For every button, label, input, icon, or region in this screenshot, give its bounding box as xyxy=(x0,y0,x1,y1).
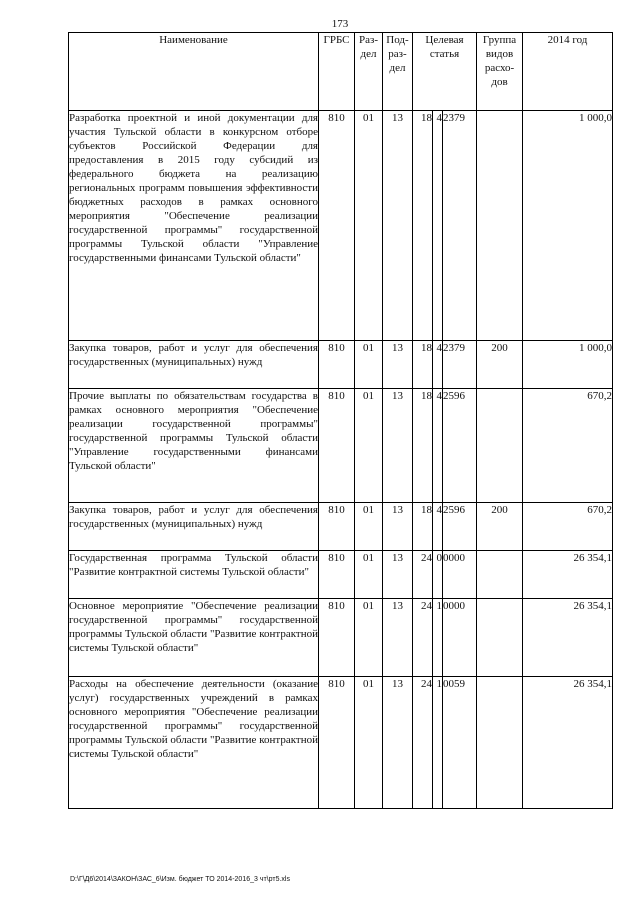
row-target-subprogram: 1 xyxy=(433,677,443,809)
row-expense-group: 200 xyxy=(477,341,523,389)
table-row xyxy=(69,389,613,503)
row-target-subprogram: 1 xyxy=(433,599,443,677)
row-name: Закупка товаров, работ и услуг для обеспечения государственных (муниципальных) нужд xyxy=(69,341,319,389)
row-grbs: 810 xyxy=(319,503,355,551)
page-number: 173 xyxy=(331,18,349,30)
row-expense-group xyxy=(477,389,523,503)
table-row xyxy=(69,551,613,599)
row-amount-2014: 26 354,1 xyxy=(523,551,613,599)
row-razdel: 01 xyxy=(355,503,383,551)
row-target-program: 18 xyxy=(413,341,433,389)
row-target-direction: 0000 xyxy=(443,551,477,599)
row-target-subprogram: 0 xyxy=(433,551,443,599)
row-amount-2014: 1 000,0 xyxy=(523,341,613,389)
row-razdel: 01 xyxy=(355,341,383,389)
row-podrazdel: 13 xyxy=(383,503,413,551)
row-target-program: 24 xyxy=(413,551,433,599)
row-grbs: 810 xyxy=(319,111,355,341)
row-target-subprogram: 4 xyxy=(433,503,443,551)
row-target-direction: 2596 xyxy=(443,389,477,503)
row-podrazdel: 13 xyxy=(383,341,413,389)
row-target-subprogram: 4 xyxy=(433,111,443,341)
row-podrazdel: 13 xyxy=(383,111,413,341)
row-name: Государственная программа Тульской области "Развитие контрактной системы Тульской области" xyxy=(69,551,319,599)
row-target-subprogram: 4 xyxy=(433,389,443,503)
row-name: Прочие выплаты по обязательствам государства в рамках основного мероприятия "Обеспечение реализации государственной программы" государственной программы Тульской области "Управление государственными финансами Тульской области" xyxy=(69,389,319,503)
row-expense-group xyxy=(477,111,523,341)
row-grbs: 810 xyxy=(319,677,355,809)
table-row xyxy=(69,111,613,341)
header-razdel: Раз- дел xyxy=(355,33,383,111)
row-target-direction: 0059 xyxy=(443,677,477,809)
row-grbs: 810 xyxy=(319,599,355,677)
row-name: Основное мероприятие "Обеспечение реализации государственной программы" государственной программы Тульской области "Развитие контрактной системы Тульской области" xyxy=(69,599,319,677)
row-target-program: 18 xyxy=(413,389,433,503)
header-group: Группа видов расхо- дов xyxy=(477,33,523,111)
row-amount-2014: 1 000,0 xyxy=(523,111,613,341)
row-target-direction: 2379 xyxy=(443,111,477,341)
row-podrazdel: 13 xyxy=(383,551,413,599)
header-grbs: ГРБС xyxy=(319,33,355,111)
table-row xyxy=(69,677,613,809)
row-amount-2014: 26 354,1 xyxy=(523,599,613,677)
table-row xyxy=(69,341,613,389)
header-year: 2014 год xyxy=(523,33,613,111)
row-podrazdel: 13 xyxy=(383,599,413,677)
header-podrazdel: Под- раз- дел xyxy=(383,33,413,111)
row-target-subprogram: 4 xyxy=(433,341,443,389)
table-row xyxy=(69,503,613,551)
row-expense-group xyxy=(477,677,523,809)
row-amount-2014: 670,2 xyxy=(523,503,613,551)
row-name: Закупка товаров, работ и услуг для обеспечения государственных (муниципальных) нужд xyxy=(69,503,319,551)
row-name: Расходы на обеспечение деятельности (оказание услуг) государственных учреждений в рамках основного мероприятия "Обеспечение реализации государственной программы" государственной программы Тульской области "Развитие контрактной системы Тульской области" xyxy=(69,677,319,809)
row-expense-group: 200 xyxy=(477,503,523,551)
header-target: Целевая статья xyxy=(413,33,477,111)
row-target-direction: 2379 xyxy=(443,341,477,389)
row-name: Разработка проектной и иной документации для участия Тульской области в конкурсном отборе субъектов Российской Федерации для предоставления в 2015 году субсидий из федерального бюджета на реализацию региональных программ повышения эффективности бюджетных расходов в рамках основного мероприятия "Обеспечение реализации государственной программы" государственной программы Тульской области "Управление государственными финансами Тульской области" xyxy=(69,111,319,341)
header-name: Наименование xyxy=(69,33,319,111)
row-razdel: 01 xyxy=(355,551,383,599)
row-amount-2014: 26 354,1 xyxy=(523,677,613,809)
header-row xyxy=(69,33,613,111)
row-razdel: 01 xyxy=(355,111,383,341)
budget-table xyxy=(68,32,613,809)
row-razdel: 01 xyxy=(355,677,383,809)
row-razdel: 01 xyxy=(355,599,383,677)
row-expense-group xyxy=(477,551,523,599)
row-target-program: 18 xyxy=(413,503,433,551)
row-target-direction: 0000 xyxy=(443,599,477,677)
row-grbs: 810 xyxy=(319,389,355,503)
footer-file-path: D:\Г\Д6\2014\ЗАКОН\ЗАС_6\Изм. бюджет ТО 2014-2016_3 чт\рт5.xls xyxy=(70,876,290,883)
row-target-program: 24 xyxy=(413,677,433,809)
row-amount-2014: 670,2 xyxy=(523,389,613,503)
row-target-program: 18 xyxy=(413,111,433,341)
row-grbs: 810 xyxy=(319,341,355,389)
row-target-program: 24 xyxy=(413,599,433,677)
row-razdel: 01 xyxy=(355,389,383,503)
row-grbs: 810 xyxy=(319,551,355,599)
table-row xyxy=(69,599,613,677)
row-expense-group xyxy=(477,599,523,677)
row-podrazdel: 13 xyxy=(383,677,413,809)
row-podrazdel: 13 xyxy=(383,389,413,503)
row-target-direction: 2596 xyxy=(443,503,477,551)
